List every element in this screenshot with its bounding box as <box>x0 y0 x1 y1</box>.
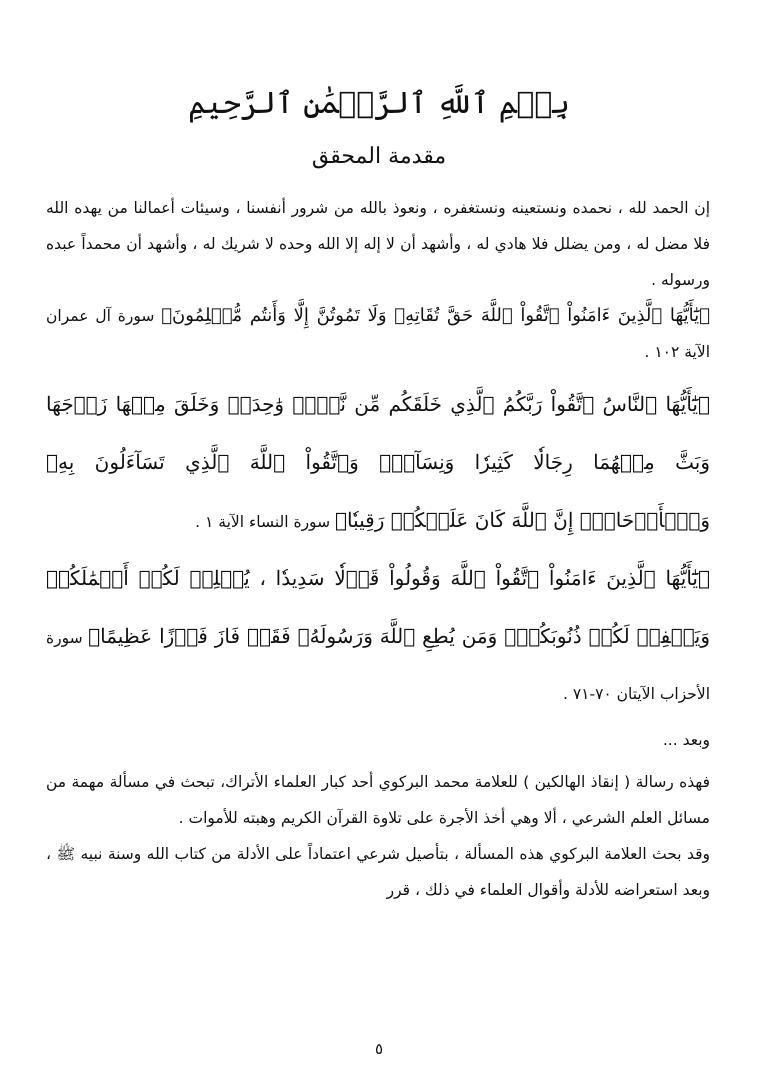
section-title: مقدمة المحقق <box>311 144 447 169</box>
verse-block-ahzab <box>46 550 710 722</box>
body-text <box>46 190 710 908</box>
paragraph-opening: إن الحمد لله ، نحمده ونستعينه ونستغفره ، ونعوذ بالله من شرور أنفسنا ، وسيئات أعمالنا من يهده الله فلا مضل له ، ومن يضلل فلا هادي له ، وأشهد أن لا إله إلا الله وحده لا شريك له ، وأشهد أن محمداً عبده ورسوله . <box>46 199 710 289</box>
quran-verse: ﴿يَٰٓأَيُّهَا ٱلَّذِينَ ءَامَنُواْ ٱتَّقُواْ ٱللَّهَ وَقُولُواْ قَوۡلٗا سَدِيدٗا ، يُصۡلِحۡ لَكُمۡ أَعۡمَٰلَكُمۡ وَيَغۡفِرۡ لَكُمۡ ذُنُوبَكُمۡۗ وَمَن يُطِعِ ٱللَّهَ وَرَسُولَهُۥ فَقَدۡ فَازَ فَوۡزًا عَظِيمًا﴾ <box>46 566 710 648</box>
quran-verse: ﴿يَٰٓأَيُّهَا ٱلَّذِينَ ءَامَنُواْ ٱتَّقُواْ ٱللَّهَ حَقَّ تُقَاتِهِۦ وَلَا تَمُوتُنَّ إِلَّا وَأَنتُم مُّسۡلِمُونَ﴾ <box>161 305 710 326</box>
verse-block-al-imran <box>46 298 710 370</box>
verse-reference: سورة الأحزاب الآيتان ٧٠-٧١ . <box>46 629 710 703</box>
basmala-heading: بِسۡمِ ٱللَّهِ ٱلرَّحۡمَٰنِ ٱلرَّحِيمِ <box>188 86 570 121</box>
verse-reference: سورة النساء الآية ١ . <box>195 513 331 531</box>
paragraph-wabad: وبعد ... <box>662 731 710 749</box>
page-number: ٥ <box>374 1040 384 1058</box>
paragraph-introduction: فهذه رسالة ( إنقاذ الهالكين ) للعلامة محمد البركوي أحد كبار العلماء الأتراك، تبحث في مسألة مهمة من مسائل العلم الشرعي ، ألا وهي أخذ الأجرة على تلاوة القرآن الكريم وهبته للأموات . <box>46 773 710 827</box>
quran-verse: ﴿يَٰٓأَيُّهَا ٱلنَّاسُ ٱتَّقُواْ رَبَّكُمُ ٱلَّذِي خَلَقَكُم مِّن نَّفۡسٖ وَٰحِدَةٖ وَخَلَقَ مِنۡهَا زَوۡجَهَا وَبَثَّ مِنۡهُمَا رِجَالٗا كَثِيرٗا وَنِسَآءٗۚ وَٱتَّقُواْ ٱللَّهَ ٱلَّذِي تَسَآءَلُونَ بِهِۦ وَٱلۡأَرۡحَامَۚ إِنَّ ٱللَّهَ كَانَ عَلَيۡكُمۡ رَقِيبٗا﴾ <box>46 392 710 532</box>
paragraph-method: وقد بحث العلامة البركوي هذه المسألة ، بتأصيل شرعي اعتماداً على الأدلة من كتاب الله وسنة نبيه ﷺ ، وبعد استعراضه للأدلة وأقوال العلماء في ذلك ، قرر <box>46 845 710 899</box>
verse-reference: سورة آل عمران الآية ١٠٢ . <box>46 307 710 361</box>
verse-block-nisa <box>46 376 710 550</box>
